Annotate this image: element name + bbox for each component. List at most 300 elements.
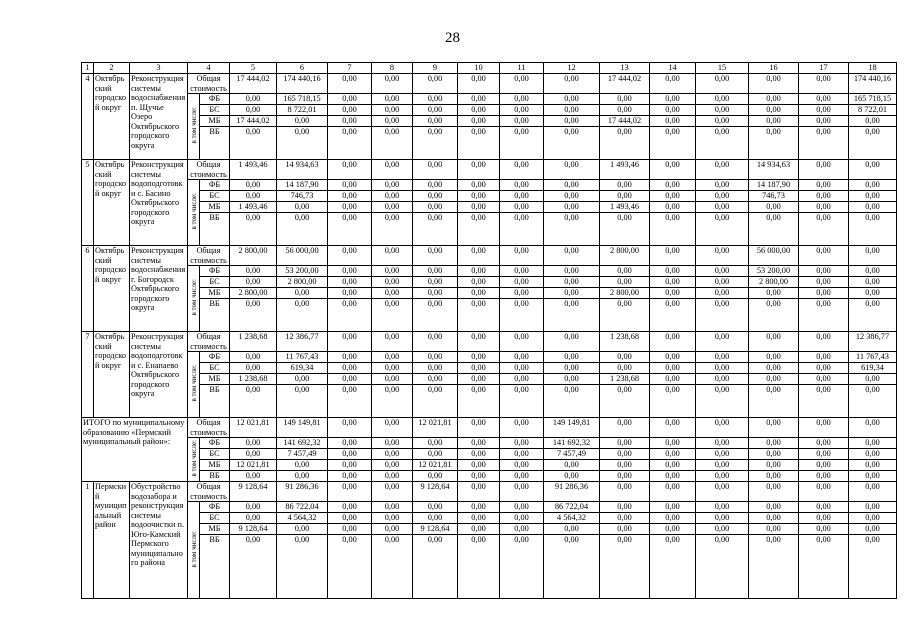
value-cell: 0,00	[413, 213, 458, 246]
value-cell: 0,00	[696, 202, 749, 213]
value-cell: 0,00	[650, 363, 696, 374]
value-cell: 0,00	[458, 352, 500, 363]
funding-source: ФБ	[200, 502, 230, 513]
value-cell: 0,00	[413, 502, 458, 513]
value-cell: 0,00	[696, 74, 749, 94]
value-cell: 746,73	[749, 191, 799, 202]
value-cell: 0,00	[600, 471, 650, 482]
value-cell: 0,00	[650, 277, 696, 288]
table-row	[82, 191, 897, 202]
value-cell: 0,00	[600, 105, 650, 116]
value-cell: 0,00	[650, 213, 696, 246]
value-cell: 0,00	[328, 524, 372, 535]
value-cell: 0,00	[328, 160, 372, 180]
value-cell: 2 800,00	[277, 277, 328, 288]
column-number: 16	[749, 63, 799, 74]
value-cell: 0,00	[230, 535, 277, 599]
value-cell: 0,00	[696, 471, 749, 482]
value-cell: 0,00	[650, 180, 696, 191]
column-number: 7	[328, 63, 372, 74]
value-cell: 619,34	[277, 363, 328, 374]
funding-source: ФБ	[200, 438, 230, 449]
value-cell: 0,00	[328, 363, 372, 374]
value-cell: 0,00	[230, 299, 277, 332]
value-cell: 0,00	[372, 160, 413, 180]
value-cell: 0,00	[328, 352, 372, 363]
value-cell: 0,00	[749, 385, 799, 418]
value-cell: 0,00	[413, 74, 458, 94]
value-cell: 0,00	[799, 502, 849, 513]
value-cell: 2 800,00	[600, 288, 650, 299]
value-cell: 0,00	[458, 471, 500, 482]
value-cell: 0,00	[544, 332, 600, 352]
value-cell: 0,00	[600, 418, 650, 438]
territory-name: Октябрьский городской округ	[94, 246, 130, 332]
value-cell: 0,00	[413, 535, 458, 599]
column-number: 17	[799, 63, 849, 74]
value-cell: 0,00	[328, 127, 372, 160]
value-cell: 174 440,16	[849, 74, 897, 94]
value-cell: 141 692,32	[277, 438, 328, 449]
table-row	[82, 213, 897, 246]
value-cell: 0,00	[749, 202, 799, 213]
value-cell: 0,00	[749, 363, 799, 374]
object-name: Реконструкция системы водоподготовки с. Басино Октябрьского городского округа	[130, 160, 188, 246]
value-cell: 0,00	[230, 277, 277, 288]
value-cell: 0,00	[458, 299, 500, 332]
value-cell: 0,00	[328, 332, 372, 352]
value-cell: 0,00	[230, 191, 277, 202]
value-cell: 0,00	[328, 246, 372, 266]
value-cell: 0,00	[696, 502, 749, 513]
value-cell: 0,00	[749, 332, 799, 352]
value-cell: 0,00	[500, 418, 544, 438]
value-cell: 0,00	[749, 482, 799, 502]
value-cell: 86 722,04	[544, 502, 600, 513]
value-cell: 0,00	[544, 363, 600, 374]
table-row	[82, 180, 897, 191]
funding-source: МБ	[200, 116, 230, 127]
value-cell: 0,00	[230, 94, 277, 105]
value-cell: 0,00	[328, 94, 372, 105]
value-cell: 0,00	[696, 160, 749, 180]
value-cell: 0,00	[749, 513, 799, 524]
value-cell: 0,00	[328, 471, 372, 482]
value-cell: 0,00	[600, 502, 650, 513]
value-cell: 9 128,64	[413, 482, 458, 502]
value-cell: 8 722,01	[277, 105, 328, 116]
value-cell: 0,00	[799, 180, 849, 191]
value-cell: 0,00	[230, 363, 277, 374]
value-cell: 0,00	[500, 352, 544, 363]
value-cell: 1 238,68	[600, 374, 650, 385]
value-cell: 0,00	[799, 332, 849, 352]
value-cell: 0,00	[458, 277, 500, 288]
value-cell: 0,00	[458, 116, 500, 127]
value-cell: 0,00	[600, 94, 650, 105]
table-row	[82, 332, 897, 352]
value-cell: 0,00	[799, 460, 849, 471]
value-cell: 0,00	[458, 191, 500, 202]
funding-source: МБ	[200, 202, 230, 213]
value-cell: 0,00	[372, 332, 413, 352]
value-cell: 0,00	[500, 277, 544, 288]
value-cell: 0,00	[458, 513, 500, 524]
value-cell: 0,00	[849, 299, 897, 332]
value-cell: 0,00	[277, 471, 328, 482]
value-cell: 0,00	[799, 299, 849, 332]
value-cell: 0,00	[458, 202, 500, 213]
value-cell: 0,00	[600, 191, 650, 202]
value-cell: 91 286,36	[544, 482, 600, 502]
value-cell: 0,00	[500, 332, 544, 352]
value-cell: 0,00	[413, 385, 458, 418]
value-cell: 0,00	[544, 352, 600, 363]
value-cell: 0,00	[749, 460, 799, 471]
value-cell: 0,00	[500, 482, 544, 502]
value-cell: 4 564,32	[277, 513, 328, 524]
value-cell: 0,00	[600, 352, 650, 363]
value-cell: 0,00	[696, 332, 749, 352]
value-cell: 0,00	[799, 363, 849, 374]
value-cell: 0,00	[650, 246, 696, 266]
sources-note: в том числе:	[188, 438, 200, 482]
value-cell: 0,00	[230, 471, 277, 482]
page-number: 28	[445, 30, 460, 46]
value-cell: 0,00	[230, 513, 277, 524]
value-cell: 0,00	[500, 449, 544, 460]
value-cell: 4 564,32	[544, 513, 600, 524]
value-cell: 0,00	[413, 299, 458, 332]
value-cell: 0,00	[799, 438, 849, 449]
value-cell: 0,00	[696, 363, 749, 374]
value-cell: 0,00	[500, 105, 544, 116]
funding-source: ВБ	[200, 299, 230, 332]
value-cell: 0,00	[696, 213, 749, 246]
value-cell: 0,00	[500, 191, 544, 202]
column-number: 3	[130, 63, 188, 74]
value-cell: 0,00	[849, 374, 897, 385]
table-row	[82, 513, 897, 524]
value-cell: 12 021,81	[230, 460, 277, 471]
value-cell: 0,00	[799, 202, 849, 213]
table-row	[82, 74, 897, 94]
value-cell: 0,00	[696, 438, 749, 449]
value-cell: 0,00	[749, 374, 799, 385]
value-cell: 0,00	[696, 449, 749, 460]
value-cell: 0,00	[458, 460, 500, 471]
funding-source: ВБ	[200, 127, 230, 160]
value-cell: 0,00	[413, 94, 458, 105]
value-cell: 0,00	[849, 460, 897, 471]
value-cell: 86 722,04	[277, 502, 328, 513]
value-cell: 0,00	[544, 180, 600, 191]
value-cell: 0,00	[799, 191, 849, 202]
column-number: 11	[500, 63, 544, 74]
value-cell: 0,00	[458, 180, 500, 191]
value-cell: 0,00	[849, 385, 897, 418]
value-cell: 0,00	[372, 213, 413, 246]
value-cell: 0,00	[650, 105, 696, 116]
funding-source: БС	[200, 105, 230, 116]
table-row	[82, 160, 897, 180]
value-cell: 0,00	[696, 246, 749, 266]
value-cell: 0,00	[544, 191, 600, 202]
value-cell: 0,00	[413, 160, 458, 180]
value-cell: 0,00	[328, 385, 372, 418]
value-cell: 0,00	[650, 332, 696, 352]
value-cell: 0,00	[500, 299, 544, 332]
value-cell: 0,00	[328, 180, 372, 191]
value-cell: 0,00	[372, 202, 413, 213]
value-cell: 0,00	[230, 127, 277, 160]
value-cell: 149 149,81	[277, 418, 328, 438]
value-cell: 0,00	[500, 116, 544, 127]
value-cell: 0,00	[749, 299, 799, 332]
sources-note: в том числе:	[188, 180, 200, 246]
value-cell: 0,00	[799, 74, 849, 94]
value-cell: 0,00	[696, 374, 749, 385]
funding-source: ФБ	[200, 180, 230, 191]
value-cell: 11 767,43	[277, 352, 328, 363]
value-cell: 0,00	[849, 438, 897, 449]
value-cell: 0,00	[600, 277, 650, 288]
value-cell: 0,00	[458, 332, 500, 352]
value-cell: 0,00	[500, 74, 544, 94]
column-number: 15	[696, 63, 749, 74]
value-cell: 14 187,90	[749, 180, 799, 191]
value-cell: 0,00	[650, 513, 696, 524]
value-cell: 0,00	[544, 105, 600, 116]
cost-type: Общая стоимость	[188, 482, 230, 502]
value-cell: 1 238,68	[230, 332, 277, 352]
value-cell: 0,00	[696, 535, 749, 599]
value-cell: 0,00	[500, 374, 544, 385]
total-row	[82, 438, 897, 449]
value-cell: 0,00	[544, 299, 600, 332]
territory-name: Пермский муниципальный район	[94, 482, 130, 599]
table-row	[82, 374, 897, 385]
value-cell: 0,00	[650, 502, 696, 513]
value-cell: 0,00	[799, 449, 849, 460]
value-cell: 0,00	[544, 277, 600, 288]
value-cell: 56 000,00	[277, 246, 328, 266]
value-cell: 0,00	[544, 116, 600, 127]
value-cell: 0,00	[600, 524, 650, 535]
value-cell: 0,00	[544, 266, 600, 277]
column-number: 8	[372, 63, 413, 74]
value-cell: 0,00	[544, 288, 600, 299]
value-cell: 0,00	[230, 213, 277, 246]
value-cell: 0,00	[799, 160, 849, 180]
value-cell: 0,00	[458, 418, 500, 438]
value-cell: 12 386,77	[849, 332, 897, 352]
value-cell: 0,00	[230, 385, 277, 418]
value-cell: 0,00	[799, 94, 849, 105]
value-cell: 0,00	[749, 524, 799, 535]
value-cell: 0,00	[650, 94, 696, 105]
value-cell: 2 800,00	[600, 246, 650, 266]
value-cell: 0,00	[328, 299, 372, 332]
value-cell: 0,00	[372, 246, 413, 266]
value-cell: 0,00	[544, 535, 600, 599]
value-cell: 0,00	[413, 374, 458, 385]
value-cell: 0,00	[849, 246, 897, 266]
value-cell: 0,00	[413, 127, 458, 160]
funding-table	[81, 62, 897, 599]
value-cell: 0,00	[500, 502, 544, 513]
value-cell: 17 444,02	[230, 116, 277, 127]
value-cell: 0,00	[277, 524, 328, 535]
funding-source: ВБ	[200, 213, 230, 246]
value-cell: 0,00	[458, 535, 500, 599]
value-cell: 0,00	[328, 418, 372, 438]
table-row	[82, 535, 897, 599]
value-cell: 0,00	[799, 513, 849, 524]
value-cell: 0,00	[696, 460, 749, 471]
value-cell: 0,00	[277, 460, 328, 471]
value-cell: 0,00	[230, 438, 277, 449]
value-cell: 0,00	[696, 94, 749, 105]
value-cell: 17 444,02	[230, 74, 277, 94]
value-cell: 0,00	[544, 524, 600, 535]
value-cell: 0,00	[544, 160, 600, 180]
value-cell: 0,00	[413, 277, 458, 288]
value-cell: 9 128,64	[413, 524, 458, 535]
value-cell: 0,00	[849, 127, 897, 160]
table-row	[82, 246, 897, 266]
value-cell: 0,00	[600, 460, 650, 471]
value-cell: 0,00	[696, 105, 749, 116]
value-cell: 0,00	[413, 288, 458, 299]
value-cell: 0,00	[849, 266, 897, 277]
value-cell: 0,00	[544, 471, 600, 482]
value-cell: 0,00	[372, 191, 413, 202]
value-cell: 1 493,46	[600, 202, 650, 213]
territory-name: Октябрьский городской округ	[94, 332, 130, 418]
territory-name: Октябрьский городской округ	[94, 74, 130, 160]
value-cell: 0,00	[650, 418, 696, 438]
value-cell: 0,00	[749, 471, 799, 482]
value-cell: 0,00	[500, 94, 544, 105]
value-cell: 0,00	[849, 471, 897, 482]
value-cell: 0,00	[799, 482, 849, 502]
value-cell: 0,00	[650, 74, 696, 94]
value-cell: 0,00	[500, 363, 544, 374]
value-cell: 0,00	[749, 438, 799, 449]
table-row	[82, 127, 897, 160]
sources-note: в том числе:	[188, 266, 200, 332]
value-cell: 0,00	[328, 513, 372, 524]
value-cell: 0,00	[458, 246, 500, 266]
value-cell: 0,00	[413, 180, 458, 191]
object-name: Реконструкция системы водоснабжения г. Богородск Октябрьского городского округа	[130, 246, 188, 332]
value-cell: 0,00	[650, 460, 696, 471]
value-cell: 0,00	[849, 191, 897, 202]
value-cell: 0,00	[600, 266, 650, 277]
value-cell: 0,00	[849, 277, 897, 288]
value-cell: 0,00	[500, 524, 544, 535]
value-cell: 0,00	[544, 374, 600, 385]
row-number: 5	[82, 160, 94, 246]
value-cell: 12 021,81	[230, 418, 277, 438]
value-cell: 0,00	[849, 535, 897, 599]
value-cell: 0,00	[799, 277, 849, 288]
value-cell: 0,00	[849, 213, 897, 246]
column-number: 18	[849, 63, 897, 74]
value-cell: 0,00	[277, 299, 328, 332]
value-cell: 0,00	[372, 299, 413, 332]
value-cell: 0,00	[413, 363, 458, 374]
cost-type: Общая стоимость	[188, 74, 230, 94]
value-cell: 0,00	[277, 202, 328, 213]
value-cell: 0,00	[413, 191, 458, 202]
value-cell: 0,00	[372, 363, 413, 374]
row-number: 7	[82, 332, 94, 418]
value-cell: 0,00	[372, 524, 413, 535]
value-cell: 0,00	[413, 116, 458, 127]
sources-note: в том числе:	[188, 502, 200, 599]
value-cell: 0,00	[458, 213, 500, 246]
value-cell: 0,00	[328, 266, 372, 277]
cost-type: Общая стоимость	[188, 246, 230, 266]
value-cell: 17 444,02	[600, 74, 650, 94]
value-cell: 0,00	[413, 471, 458, 482]
column-number: 12	[544, 63, 600, 74]
value-cell: 0,00	[500, 438, 544, 449]
funding-source: БС	[200, 277, 230, 288]
value-cell: 14 187,90	[277, 180, 328, 191]
value-cell: 0,00	[458, 363, 500, 374]
value-cell: 0,00	[328, 213, 372, 246]
funding-source: МБ	[200, 460, 230, 471]
value-cell: 0,00	[372, 352, 413, 363]
row-number: 1	[82, 482, 94, 599]
value-cell: 0,00	[500, 213, 544, 246]
value-cell: 0,00	[328, 105, 372, 116]
column-number: 14	[650, 63, 696, 74]
value-cell: 0,00	[372, 94, 413, 105]
table-row	[82, 105, 897, 116]
table-row	[82, 277, 897, 288]
value-cell: 0,00	[372, 471, 413, 482]
value-cell: 8 722,01	[849, 105, 897, 116]
value-cell: 0,00	[413, 202, 458, 213]
row-number: 4	[82, 74, 94, 160]
value-cell: 0,00	[372, 105, 413, 116]
value-cell: 0,00	[650, 116, 696, 127]
table-row	[82, 502, 897, 513]
funding-source: ФБ	[200, 266, 230, 277]
value-cell: 0,00	[600, 482, 650, 502]
value-cell: 0,00	[650, 438, 696, 449]
value-cell: 0,00	[600, 535, 650, 599]
value-cell: 0,00	[372, 535, 413, 599]
value-cell: 0,00	[749, 105, 799, 116]
value-cell: 0,00	[458, 438, 500, 449]
value-cell: 0,00	[458, 385, 500, 418]
value-cell: 0,00	[749, 94, 799, 105]
value-cell: 0,00	[458, 127, 500, 160]
value-cell: 619,34	[849, 363, 897, 374]
value-cell: 0,00	[849, 288, 897, 299]
value-cell: 149 149,81	[544, 418, 600, 438]
value-cell: 0,00	[849, 513, 897, 524]
value-cell: 0,00	[328, 374, 372, 385]
column-number: 10	[458, 63, 500, 74]
value-cell: 0,00	[849, 180, 897, 191]
table-row	[82, 299, 897, 332]
